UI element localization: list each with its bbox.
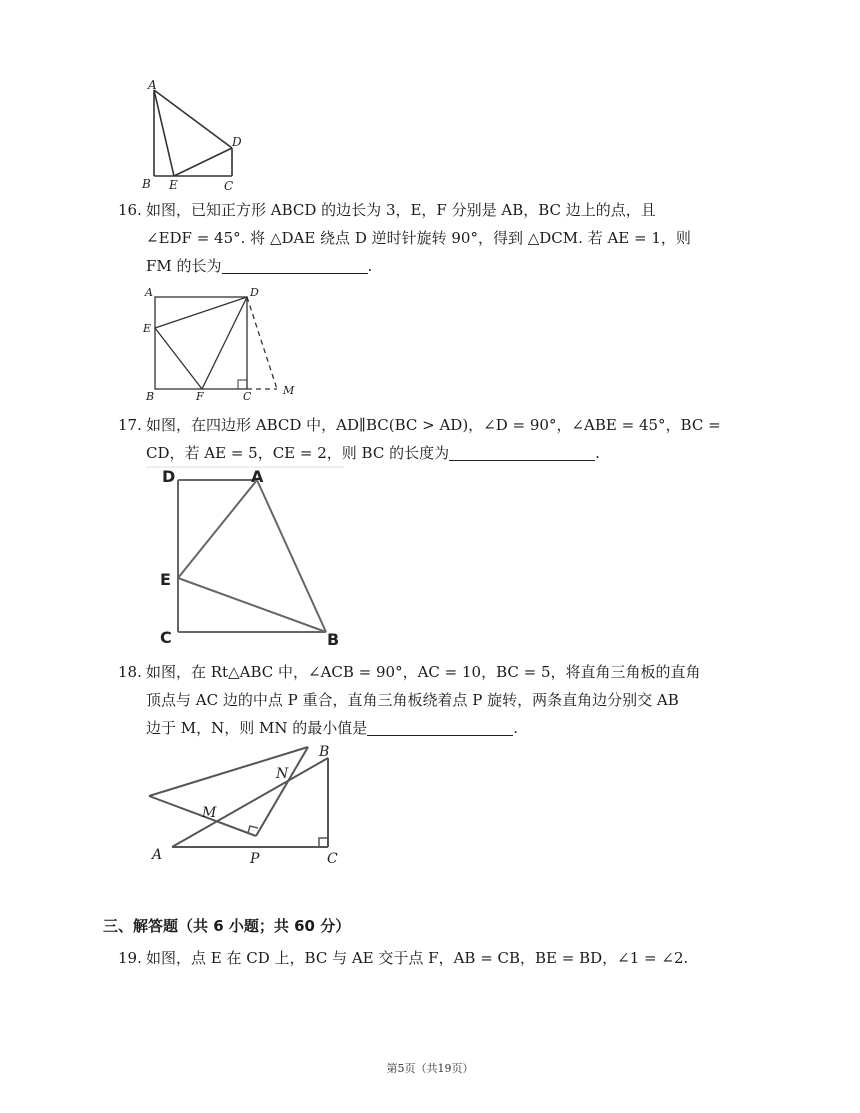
label-F: F (196, 390, 204, 403)
question-text: . (513, 719, 519, 737)
question-19 (118, 944, 764, 974)
label-D: D (250, 286, 259, 299)
question-text: . (595, 444, 600, 462)
question-number: 19. (118, 949, 142, 967)
label-C: C (327, 851, 338, 867)
label-A: A (152, 847, 163, 863)
label-A: A (148, 78, 157, 92)
label-B: B (146, 390, 155, 403)
question-18 (118, 658, 764, 748)
label-E: E (143, 322, 152, 335)
question-text: 如图，点 E 在 CD 上，BC 与 AE 交于点 F，AB = CB，BE = BD，∠1 = ∠2. (146, 949, 689, 967)
question-text: 顶点与 AC 边的中点 P 重合，直角三角板绕着点 P 旋转，两条直角边分别交 AB (146, 691, 679, 709)
answer-blank[interactable] (449, 444, 595, 461)
figure-16 (140, 282, 310, 404)
label-B: B (142, 177, 151, 191)
question-number: 17. (118, 416, 142, 434)
answer-blank[interactable] (222, 257, 368, 274)
label-M: M (202, 805, 217, 821)
label-N: N (276, 766, 289, 782)
label-C: C (224, 179, 234, 193)
answer-blank[interactable] (367, 719, 513, 736)
label-E: E (169, 178, 178, 192)
figure-17 (146, 466, 346, 650)
question-text: 如图，在四边形 ABCD 中，AD∥BC(BC > AD)，∠D = 90°，∠ABE = 45°，BC = (146, 416, 721, 434)
question-text: 如图，在 Rt△ABC 中，∠ACB = 90°，AC = 10，BC = 5，将直角三角板的直角 (146, 663, 701, 681)
question-text: . (367, 257, 373, 275)
question-17 (118, 411, 764, 469)
label-P: P (250, 851, 260, 867)
question-number: 18. (118, 663, 142, 681)
label-M: M (283, 384, 295, 397)
label-A: A (251, 467, 264, 486)
figure-15 (138, 76, 250, 194)
label-D: D (162, 467, 176, 486)
question-text: FM 的长为 (146, 257, 222, 275)
label-C: C (243, 390, 252, 403)
question-16 (118, 196, 764, 286)
label-C: C (160, 628, 172, 647)
label-D: D (232, 135, 242, 149)
section-heading: 三、解答题（共 6 小题；共 60 分） (103, 917, 351, 935)
question-text: ∠EDF = 45°. 将 △DAE 绕点 D 逆时针旋转 90°，得到 △DCM. 若 AE = 1，则 (146, 229, 691, 247)
question-number: 16. (118, 201, 142, 219)
question-text: CD，若 AE = 5，CE = 2，则 BC 的长度为 (146, 444, 450, 462)
label-E: E (160, 570, 171, 589)
question-text: 如图，已知正方形 ABCD 的边长为 3，E，F 分别是 AB，BC 边上的点，且 (146, 201, 656, 219)
label-B: B (319, 744, 330, 760)
question-text: 边于 M，N，则 MN 的最小值是 (146, 719, 368, 737)
label-A: A (145, 286, 153, 299)
figure-18 (140, 740, 360, 870)
page-footer: 第5页（共19页） (386, 1062, 474, 1075)
label-B: B (327, 630, 340, 649)
